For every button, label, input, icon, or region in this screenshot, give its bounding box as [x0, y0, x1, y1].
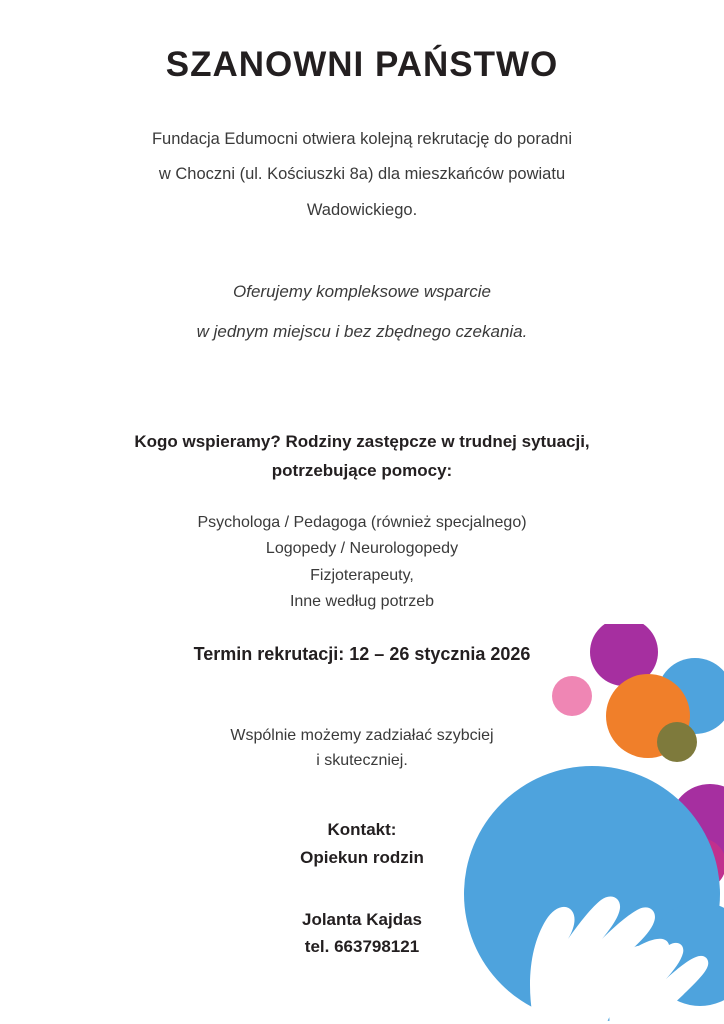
together-paragraph [60, 723, 664, 774]
intro-line-3: Wadowickiego. [306, 200, 418, 219]
together-line-2: i skuteczniej. [316, 752, 408, 770]
service-item: Psychologa / Pedagoga (również specjalnego) [197, 514, 527, 532]
intro-paragraph [60, 122, 664, 228]
who-line-2: potrzebujące pomocy: [271, 461, 453, 481]
intro-line-2: w Choczni (ul. Kościuszki 8a) dla mieszkańców powiatu [158, 165, 566, 184]
poster-content [0, 44, 724, 960]
contact-phone: tel. 663798121 [304, 937, 420, 957]
offer-line-2: w jednym miejscu i bez zbędnego czekania. [196, 321, 528, 341]
service-item: Inne według potrzeb [289, 593, 435, 611]
offer-paragraph [60, 272, 664, 350]
contact-label-line-2: Opiekun rodzin [300, 847, 424, 867]
offer-line-1: Oferujemy kompleksowe wsparcie [233, 282, 491, 302]
contact-label-line-1: Kontakt: [327, 819, 397, 839]
recruitment-term: Termin rekrutacji: 12 – 26 stycznia 2026 [193, 643, 531, 664]
contact-person-name: Jolanta Kajdas [302, 909, 422, 929]
service-item: Logopedy / Neurologopedy [265, 540, 459, 558]
service-item: Fizjoterapeuty, [310, 566, 414, 584]
who-we-help-heading [60, 427, 664, 487]
page-title: SZANOWNI PAŃSTWO [165, 45, 559, 84]
intro-line-1: Fundacja Edumocni otwiera kolejną rekrutację do poradni [151, 130, 573, 148]
contact-heading [60, 816, 664, 872]
contact-person [60, 906, 664, 960]
who-line-1: Kogo wspieramy? Rodziny zastępcze w trudnej sytuacji, [134, 431, 590, 451]
services-list [60, 510, 664, 616]
together-line-1: Wspólnie możemy zadziałać szybciej [230, 726, 494, 744]
